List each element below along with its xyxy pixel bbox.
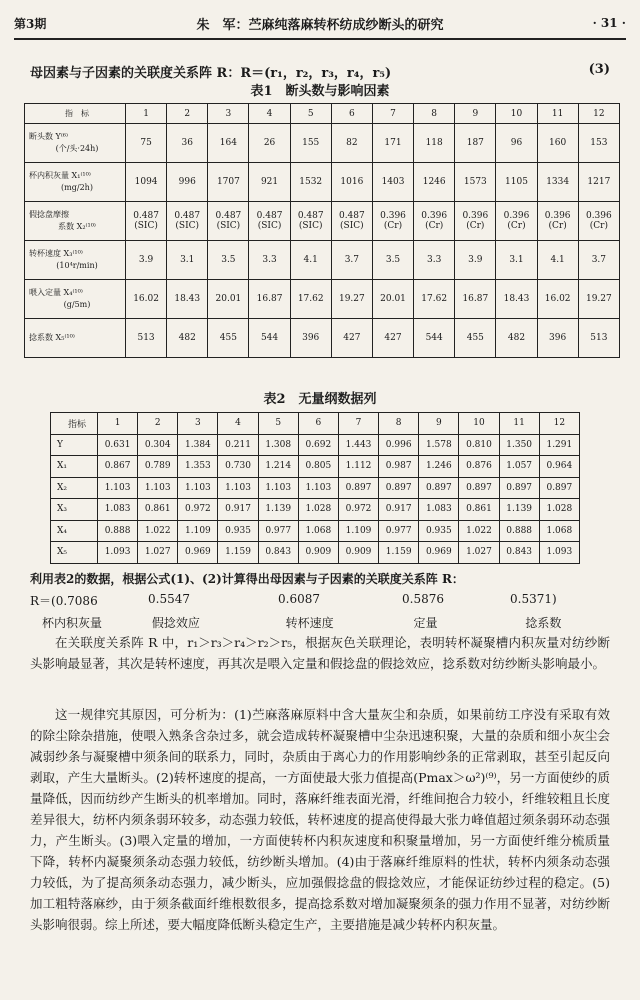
table-cell: 1532 (290, 163, 331, 202)
table-cell: 1.103 (178, 477, 218, 499)
table-cell: 3.1 (496, 241, 537, 280)
table-cell: 1.068 (539, 520, 579, 542)
table-cell: 18.43 (167, 280, 208, 319)
table-cell: 1.139 (499, 499, 539, 521)
table-cell: 1707 (208, 163, 249, 202)
header-cell: 指标 (51, 413, 98, 435)
row-label-unit: 系数 X₂⁽¹⁰⁾ (58, 222, 96, 231)
page-number: · 31 · (592, 16, 626, 30)
table-cell: 0.789 (138, 456, 178, 478)
row-label-line: 断头数 Y⁽⁶⁾ (29, 132, 68, 141)
table-cell: 1217 (578, 163, 619, 202)
table-cell: 427 (372, 319, 413, 358)
table-cell: 0.996 (379, 434, 419, 456)
table-cell: 396 (537, 319, 578, 358)
paragraph: 这一规律究其原因，可分析为：(1)苎麻落麻原料中含大量灰尘和杂质，如果前纺工序没有采取有效的除尘除杂措施，使喂入熟条含杂过多，就会造成转杯凝聚槽中尘杂迅速积聚，大量的杂质和细小灰尘会减弱纱条与凝聚槽中须条间的联系力，同时，杂质由于离心力的作用影响纱条的正常剥取，甚至引起反向剥取，产生大量断头。(2)转杯速度的提高，一方面使最大张力值提高(Pmax＞ω²)⁽⁹⁾，另一方面使纱的质量降低，因而纺纱产生断头的机率增加。同时，落麻纤维表面光滑，纤维间抱合力较小，纤维较粗且长度差异很大，纺杯内须条弱环较多，动态强力较低，转杯速度的提高使得最大张力峰值超过须条弱环动态强力，产生断头。(3)喂入定量的增加，一方面使转杯内积灰速度和积聚量增加，另一方面使纤维分梳质量下降，转杯内凝聚须条动态强力较低，纺纱断头增加。(4)由于落麻纤维原料的性状，转杯内须条动态强力较低，为了提高须条动态强力，减少断头，应加强假捻盘的假捻效应，才能保证纺纱过程的稳定。(5)加工粗特落麻纱，由于须条截面纤维根数很多，提高捻系数对增加凝聚须条的强力作用不显著，对纺纱断头影响很弱。综上所述，要大幅度降低断头稳定生产，主要措施是减少转杯内积灰量。 (30, 707, 610, 932)
row-label: X₃ (51, 499, 98, 521)
table-cell: 0.964 (539, 456, 579, 478)
table-cell: 3.1 (167, 241, 208, 280)
table-cell: 3.5 (372, 241, 413, 280)
row-label: X₄ (51, 520, 98, 542)
table-cell: 1.022 (459, 520, 499, 542)
table-cell: 1.103 (218, 477, 258, 499)
table-cell: 1246 (414, 163, 455, 202)
column-header: 4 (249, 104, 290, 124)
table-cell: 0.917 (379, 499, 419, 521)
table-row (51, 499, 580, 521)
table-cell: 16.02 (126, 280, 167, 319)
column-header: 11 (537, 104, 578, 124)
table-cell: 0.487 (SIC) (208, 202, 249, 241)
column-header: 2 (138, 413, 178, 435)
table-cell: 1.027 (138, 542, 178, 564)
table-header-row (51, 413, 580, 435)
table-cell: 96 (496, 124, 537, 163)
table-cell: 1.083 (419, 499, 459, 521)
table-cell: 0.843 (499, 542, 539, 564)
column-header: 4 (218, 413, 258, 435)
row-label-line: 杯内积灰量 X₁⁽¹⁰⁾ (29, 171, 91, 180)
relation-label: 定量 (413, 616, 438, 630)
table-cell: 0.487 (SIC) (126, 202, 167, 241)
row-label: X₁ (51, 456, 98, 478)
table-cell: 0.897 (419, 477, 459, 499)
table-cell: 513 (578, 319, 619, 358)
column-header: 6 (298, 413, 338, 435)
table-cell: 0.977 (379, 520, 419, 542)
column-header: 11 (499, 413, 539, 435)
table-cell: 171 (372, 124, 413, 163)
table-cell: 0.692 (298, 434, 338, 456)
relation-label: 捻系数 (525, 616, 562, 630)
table-cell: 0.730 (218, 456, 258, 478)
formula-text: 母因素与子因素的关联度关系阵 R：R＝(r₁，r₂，r₃，r₄，r₅) (30, 66, 392, 81)
row-label (25, 124, 126, 163)
table-cell: 1.109 (178, 520, 218, 542)
table-cell: 82 (331, 124, 372, 163)
table-cell: 0.867 (98, 456, 138, 478)
table-cell: 455 (208, 319, 249, 358)
table-cell: 16.87 (455, 280, 496, 319)
table-cell: 20.01 (208, 280, 249, 319)
table-cell: 455 (455, 319, 496, 358)
table-cell: 118 (414, 124, 455, 163)
table-cell: 0.897 (539, 477, 579, 499)
formula (30, 62, 610, 81)
table-cell: 153 (578, 124, 619, 163)
table2 (50, 412, 580, 564)
table-cell: 1.139 (258, 499, 298, 521)
running-title: 朱 军：苎麻纯落麻转杯纺成纱断头的研究 (196, 17, 444, 33)
table-cell: 155 (290, 124, 331, 163)
table-row (25, 280, 620, 319)
column-header: 5 (258, 413, 298, 435)
table-cell: 0.935 (419, 520, 459, 542)
table-cell: 1094 (126, 163, 167, 202)
table-cell: 427 (331, 319, 372, 358)
relation-labels (30, 614, 610, 631)
table-cell: 482 (167, 319, 208, 358)
table-row (25, 319, 620, 358)
column-header: 10 (459, 413, 499, 435)
table-cell: 1016 (331, 163, 372, 202)
table-cell: 0.843 (258, 542, 298, 564)
table-cell: 0.487 (SIC) (249, 202, 290, 241)
table-cell: 3.9 (455, 241, 496, 280)
table-row (51, 456, 580, 478)
column-header: 7 (338, 413, 378, 435)
relation-label: 转杯速度 (285, 616, 334, 630)
table-cell: 0.396 (Cr) (455, 202, 496, 241)
table1 (24, 103, 620, 358)
table-cell: 18.43 (496, 280, 537, 319)
table-cell: 0.396 (Cr) (372, 202, 413, 241)
row-label-unit: (g/5m) (63, 300, 91, 309)
table-cell: 0.909 (298, 542, 338, 564)
table-row (51, 434, 580, 456)
issue-number: 第3期 (14, 16, 47, 31)
table-cell: 1.068 (298, 520, 338, 542)
table-cell: 0.861 (138, 499, 178, 521)
table-cell: 1.353 (178, 456, 218, 478)
row-label-line: 转杯速度 X₃⁽¹⁰⁾ (29, 249, 83, 258)
row-label-line: 喂入定量 X₄⁽¹⁰⁾ (29, 288, 83, 297)
table-cell: 0.987 (379, 456, 419, 478)
table-cell: 19.27 (331, 280, 372, 319)
row-label: X₅ (51, 542, 98, 564)
table-cell: 0.972 (338, 499, 378, 521)
table-cell: 3.7 (578, 241, 619, 280)
table-cell: 0.897 (499, 477, 539, 499)
row-label (25, 163, 126, 202)
table-cell: 1.103 (98, 477, 138, 499)
table-cell: 1.384 (178, 434, 218, 456)
table-cell: 0.969 (178, 542, 218, 564)
column-header: 10 (496, 104, 537, 124)
table-cell: 1403 (372, 163, 413, 202)
table-cell: 0.487 (SIC) (290, 202, 331, 241)
relation-label: 杯内积灰量 (42, 616, 103, 630)
relation-label: 假捻效应 (151, 616, 200, 630)
table-cell: 164 (208, 124, 249, 163)
relation-vector (30, 592, 610, 609)
table-cell: 3.5 (208, 241, 249, 280)
table-cell: 0.977 (258, 520, 298, 542)
table-cell: 0.304 (138, 434, 178, 456)
table-cell: 0.876 (459, 456, 499, 478)
table-cell: 1.103 (258, 477, 298, 499)
column-header: 1 (98, 413, 138, 435)
table-cell: 0.972 (178, 499, 218, 521)
table-cell: 0.396 (Cr) (578, 202, 619, 241)
table-cell: 1.350 (499, 434, 539, 456)
relation-value: 0.5876 (402, 592, 444, 606)
column-header: 2 (167, 104, 208, 124)
table-cell: 482 (496, 319, 537, 358)
table-cell: 0.969 (419, 542, 459, 564)
table-cell: 36 (167, 124, 208, 163)
table-cell: 1.027 (459, 542, 499, 564)
table-cell: 0.897 (459, 477, 499, 499)
table1-caption: 表1 断头数与影响因素 (250, 84, 390, 99)
table-header-row (25, 104, 620, 124)
table-cell: 1105 (496, 163, 537, 202)
table-cell: 0.897 (338, 477, 378, 499)
table-cell: 17.62 (414, 280, 455, 319)
column-header: 9 (419, 413, 459, 435)
table-cell: 0.211 (218, 434, 258, 456)
table-cell: 1.093 (539, 542, 579, 564)
relation-prefix: R＝(0.7086 (30, 594, 98, 608)
table-cell: 0.805 (298, 456, 338, 478)
table-cell: 1.109 (338, 520, 378, 542)
table-cell: 0.935 (218, 520, 258, 542)
table-cell: 19.27 (578, 280, 619, 319)
table-cell: 0.631 (98, 434, 138, 456)
table-row (25, 163, 620, 202)
formula-number: (3) (588, 62, 610, 77)
header-cell: 指 标 (25, 104, 126, 124)
table-cell: 1.028 (298, 499, 338, 521)
table-cell: 0.897 (379, 477, 419, 499)
column-header: 9 (455, 104, 496, 124)
table-cell: 1.083 (98, 499, 138, 521)
column-header: 5 (290, 104, 331, 124)
table-cell: 0.888 (98, 520, 138, 542)
table-cell: 0.861 (459, 499, 499, 521)
table-cell: 544 (414, 319, 455, 358)
table-cell: 921 (249, 163, 290, 202)
table-cell: 1334 (537, 163, 578, 202)
relation-intro: 利用表2的数据，根据公式(1)、(2)计算得出母因素与子因素的关联度关系阵 R： (30, 572, 464, 586)
row-label-unit: (mg/2h) (61, 183, 93, 192)
table-cell: 1573 (455, 163, 496, 202)
table-cell: 0.888 (499, 520, 539, 542)
table-cell: 544 (249, 319, 290, 358)
table-cell: 3.3 (414, 241, 455, 280)
table-cell: 187 (455, 124, 496, 163)
row-label-line: 捻系数 X₅⁽¹⁰⁾ (29, 333, 75, 342)
table-cell: 1.159 (218, 542, 258, 564)
row-label-line: 假捻盘摩擦 (29, 210, 69, 219)
column-header: 12 (578, 104, 619, 124)
table-cell: 1.057 (499, 456, 539, 478)
page-header (14, 8, 626, 40)
table-cell: 1.578 (419, 434, 459, 456)
table-row (25, 241, 620, 280)
table-cell: 1.112 (338, 456, 378, 478)
table-cell: 0.487 (SIC) (167, 202, 208, 241)
row-label: X₂ (51, 477, 98, 499)
table-cell: 1.214 (258, 456, 298, 478)
column-header: 7 (372, 104, 413, 124)
table-cell: 1.159 (379, 542, 419, 564)
table-cell: 0.396 (Cr) (496, 202, 537, 241)
table-cell: 0.396 (Cr) (537, 202, 578, 241)
table-cell: 75 (126, 124, 167, 163)
row-label-unit: (10⁴r/min) (56, 261, 98, 270)
paragraph: 在关联度关系阵 R 中，r₁＞r₃＞r₄＞r₂＞r₅，根据灰色关联理论，表明转杯凝聚槽内积灰量对纺纱断头影响最显著，其次是转杯速度，再其次是喂入定量和假捻盘的假捻效应，捻系数对纺纱断头影响最小。 (30, 635, 610, 671)
column-header: 3 (178, 413, 218, 435)
table-cell: 3.9 (126, 241, 167, 280)
table-cell: 3.7 (331, 241, 372, 280)
column-header: 1 (126, 104, 167, 124)
table-cell: 1.246 (419, 456, 459, 478)
table-row (51, 542, 580, 564)
table-cell: 0.810 (459, 434, 499, 456)
table-row (25, 202, 620, 241)
table-cell: 4.1 (537, 241, 578, 280)
table-cell: 16.02 (537, 280, 578, 319)
row-label (25, 241, 126, 280)
table-cell: 16.87 (249, 280, 290, 319)
relation-value: 0.5547 (148, 592, 190, 606)
table-cell: 17.62 (290, 280, 331, 319)
table-cell: 513 (126, 319, 167, 358)
table-row (51, 477, 580, 499)
table-cell: 1.308 (258, 434, 298, 456)
table-row (25, 124, 620, 163)
relation-value: 0.6087 (278, 592, 320, 606)
relation-value: 0.5371) (510, 592, 557, 606)
table-cell: 0.909 (338, 542, 378, 564)
table-cell: 0.487 (SIC) (331, 202, 372, 241)
table-cell: 20.01 (372, 280, 413, 319)
row-label (25, 202, 126, 241)
row-label: Y (51, 434, 98, 456)
table-cell: 1.022 (138, 520, 178, 542)
table-cell: 26 (249, 124, 290, 163)
table-cell: 160 (537, 124, 578, 163)
column-header: 8 (379, 413, 419, 435)
column-header: 3 (208, 104, 249, 124)
table-cell: 996 (167, 163, 208, 202)
table-cell: 396 (290, 319, 331, 358)
row-label (25, 280, 126, 319)
table-cell: 1.028 (539, 499, 579, 521)
column-header: 6 (331, 104, 372, 124)
table-cell: 0.917 (218, 499, 258, 521)
table-cell: 1.443 (338, 434, 378, 456)
table-row (51, 520, 580, 542)
column-header: 8 (414, 104, 455, 124)
table-cell: 0.396 (Cr) (414, 202, 455, 241)
table-cell: 4.1 (290, 241, 331, 280)
table2-caption: 表2 无量纲数据列 (263, 392, 377, 407)
table-cell: 3.3 (249, 241, 290, 280)
table-cell: 1.291 (539, 434, 579, 456)
column-header: 12 (539, 413, 579, 435)
table-cell: 1.103 (298, 477, 338, 499)
row-label (25, 319, 126, 358)
table-cell: 1.103 (138, 477, 178, 499)
row-label-unit: (个/头·24h) (55, 144, 99, 153)
table-cell: 1.093 (98, 542, 138, 564)
